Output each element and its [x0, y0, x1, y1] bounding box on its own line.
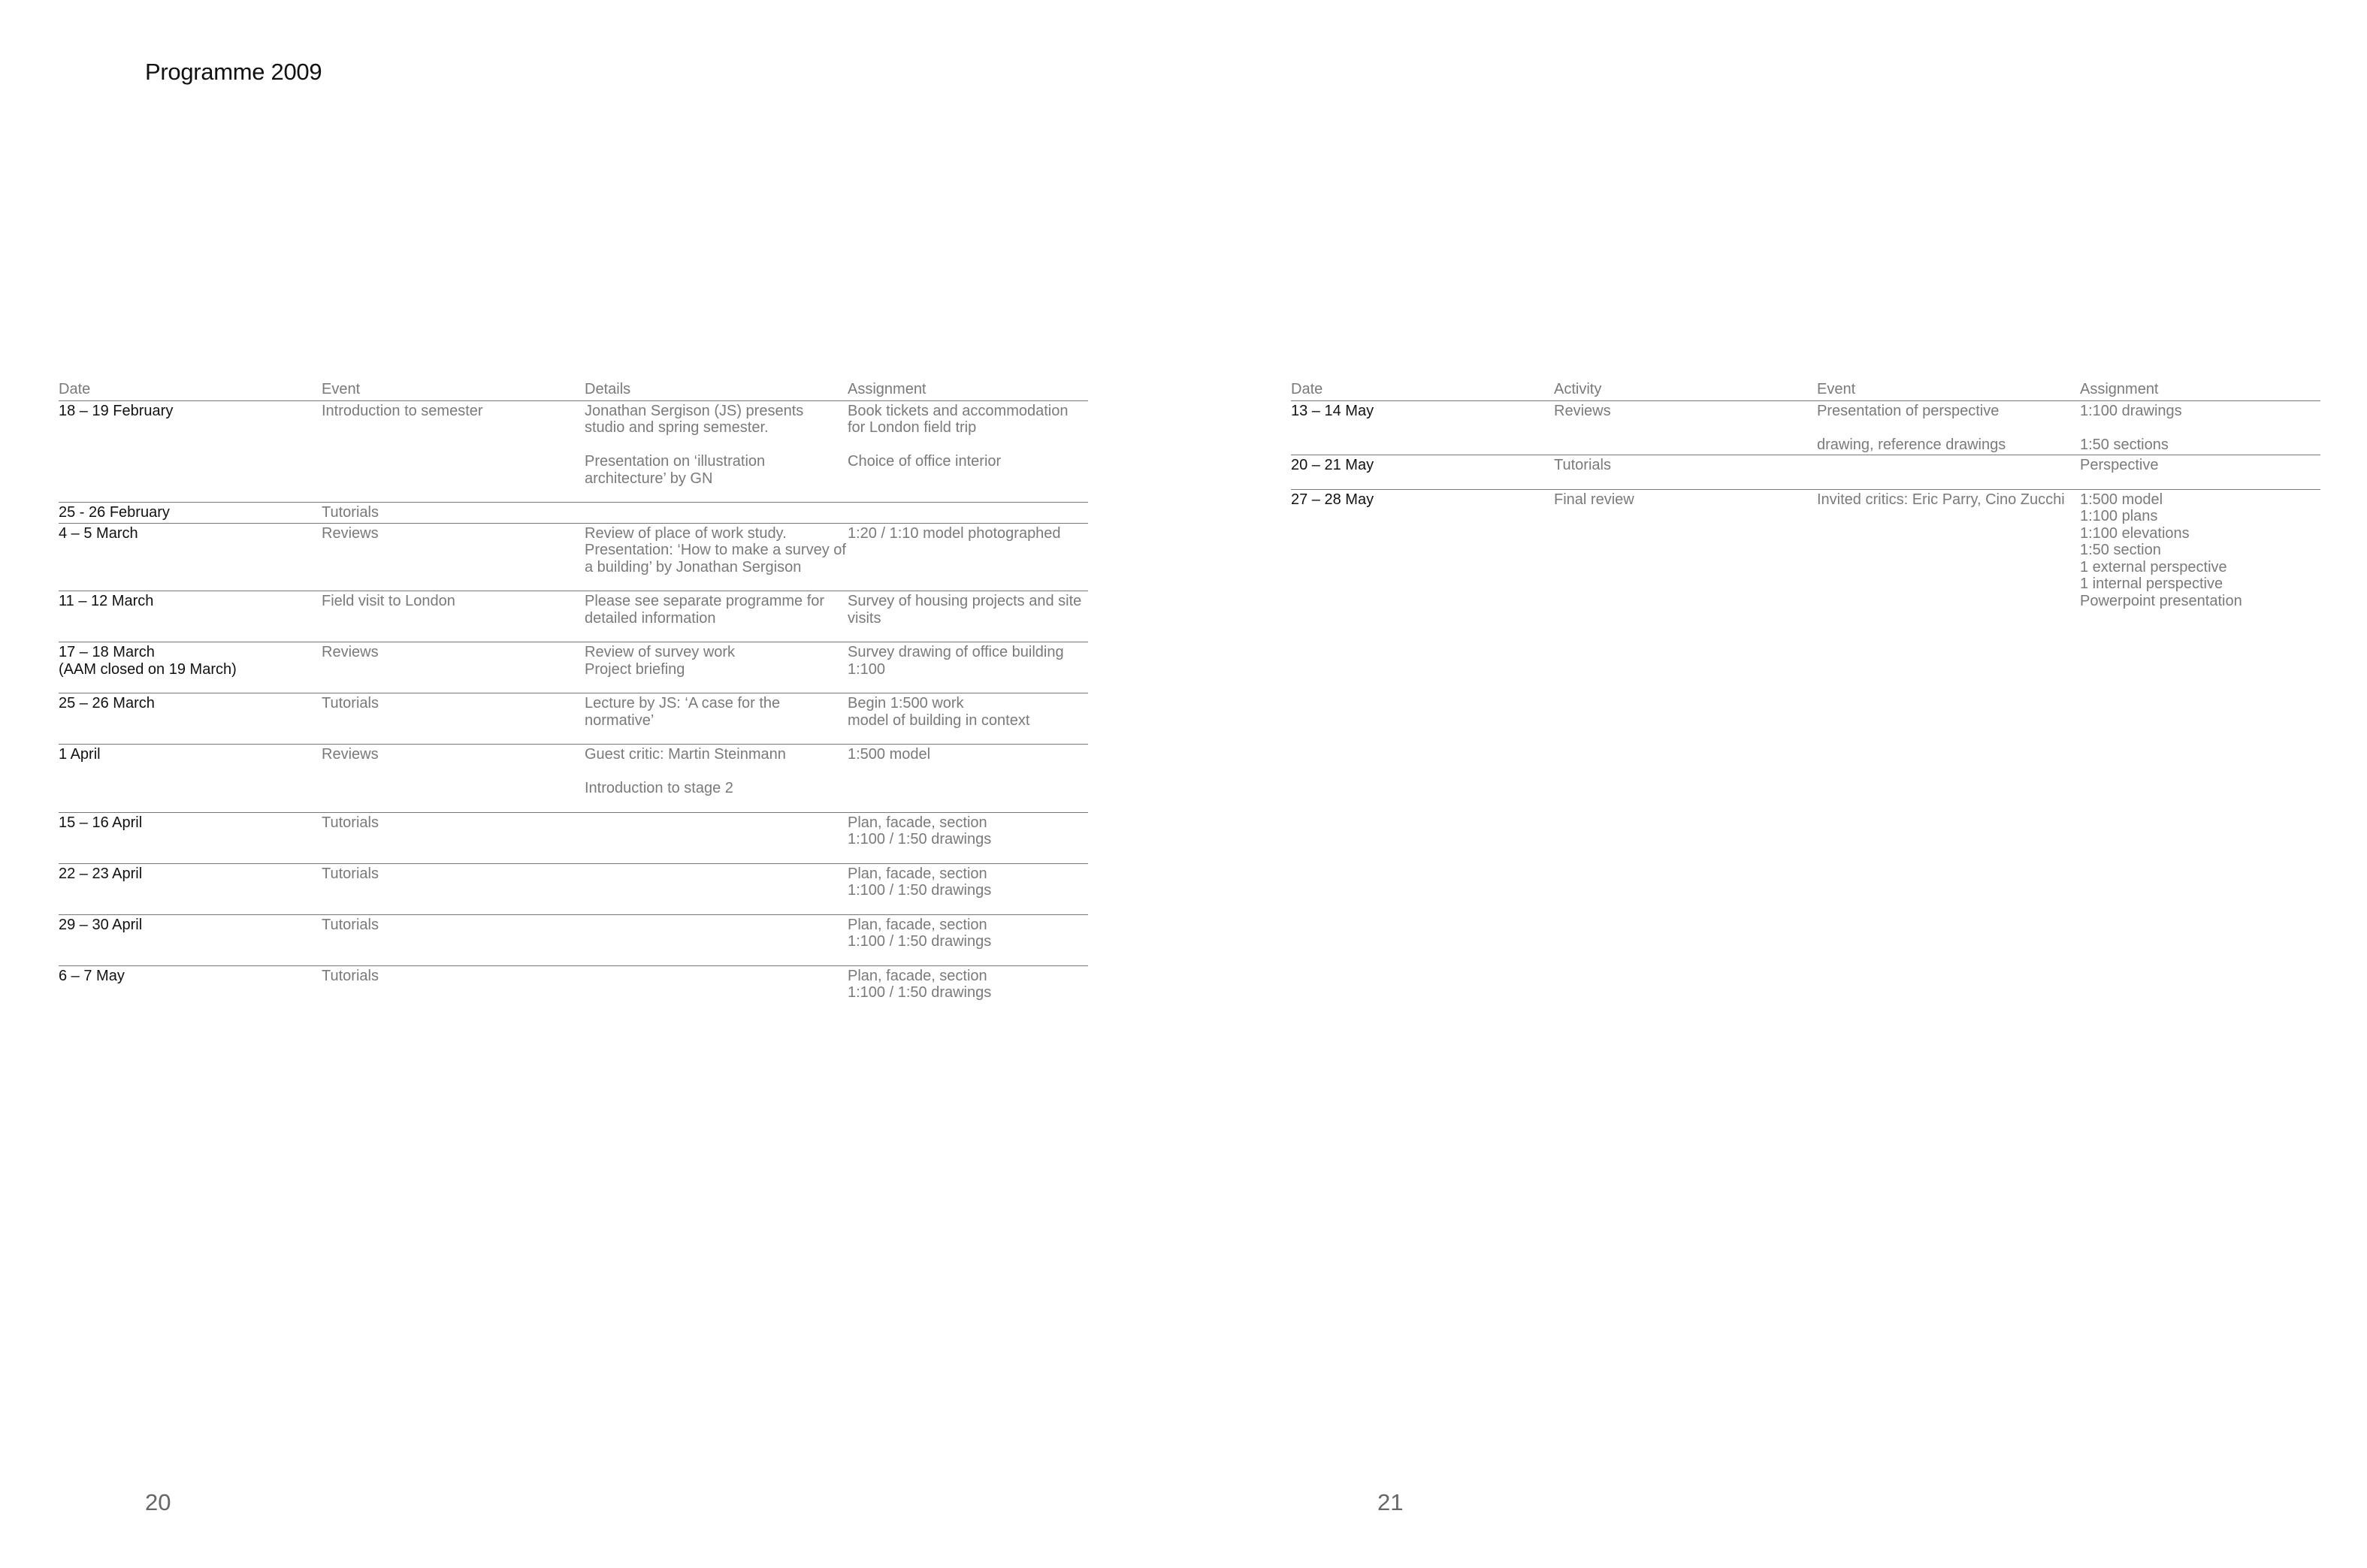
- details-cell: Please see separate programme for detailed information: [585, 591, 848, 642]
- date-cell: 17 – 18 March (AAM closed on 19 March): [59, 642, 322, 693]
- table-header-row: [59, 379, 1088, 400]
- assignment-cell: 1:20 / 1:10 model photographed: [848, 523, 1088, 591]
- table-row: [59, 693, 1088, 745]
- details-cell: [585, 914, 848, 965]
- details-cell: [585, 965, 848, 1017]
- date-cell: 22 – 23 April: [59, 863, 322, 914]
- table-header-row: [1291, 379, 2320, 400]
- event-cell: Tutorials: [322, 863, 585, 914]
- activity-cell: Tutorials: [1554, 455, 1817, 490]
- schedule-table-right: [1291, 379, 2320, 624]
- page-title: Programme 2009: [145, 59, 322, 85]
- table-row: [59, 965, 1088, 1017]
- details-cell: [585, 863, 848, 914]
- table-row: [59, 914, 1088, 965]
- schedule-table-left: [59, 379, 1088, 1017]
- activity-cell: Final review: [1554, 491, 1634, 508]
- event-cell: Tutorials: [322, 967, 379, 984]
- event-cell: Field visit to London: [322, 591, 585, 642]
- event-cell: Tutorials: [322, 693, 585, 745]
- event-cell: Reviews: [322, 642, 585, 693]
- date-cell: 25 – 26 March: [59, 693, 322, 745]
- event-cell: Presentation of perspective drawing, reference drawings: [1817, 400, 2080, 455]
- assignment-cell: Book tickets and accommodation for London field trip Choice of office interior: [848, 400, 1088, 503]
- date-cell: 11 – 12 March: [59, 591, 322, 642]
- page-number: 21: [1377, 1489, 1404, 1515]
- table-row: [59, 503, 1088, 524]
- assignment-cell: Begin 1:500 work model of building in context: [848, 693, 1088, 745]
- details-cell: Jonathan Sergison (JS) presents studio and spring semester. Presentation on ‘illustration architecture’ by GN: [585, 400, 848, 503]
- event-cell: Tutorials: [322, 812, 585, 863]
- column-header-event: Event: [322, 379, 585, 400]
- date-cell: 29 – 30 April: [59, 914, 322, 965]
- details-cell: [585, 812, 848, 863]
- date-cell: 20 – 21 May: [1291, 455, 1554, 490]
- details-cell: Review of survey work Project briefing: [585, 642, 848, 693]
- date-cell: 15 – 16 April: [59, 812, 322, 863]
- table-row: [59, 642, 1088, 693]
- event-cell: Tutorials: [322, 914, 585, 965]
- date-cell: 6 – 7 May: [59, 967, 125, 984]
- assignment-cell: Survey drawing of office building 1:100: [848, 642, 1088, 693]
- table-row: [59, 812, 1088, 863]
- event-cell: Reviews: [322, 745, 585, 813]
- date-cell: 27 – 28 May: [1291, 491, 1374, 508]
- table-row: [59, 745, 1088, 813]
- event-cell: Introduction to semester: [322, 400, 585, 503]
- column-header-assignment: Assignment: [848, 379, 1088, 400]
- assignment-cell: 1:500 model 1:100 plans 1:100 elevations 1:50 section 1 external perspective 1 internal perspective Powerpoint presentation: [2080, 491, 2242, 609]
- event-cell: Tutorials: [322, 503, 585, 524]
- column-header-activity: Activity: [1554, 379, 1817, 400]
- column-header-assignment: Assignment: [2080, 379, 2320, 400]
- activity-cell: Reviews: [1554, 400, 1817, 455]
- details-cell: Guest critic: Martin Steinmann Introduction to stage 2: [585, 745, 848, 813]
- date-cell: 25 - 26 February: [59, 503, 322, 524]
- event-cell: Invited critics: Eric Parry, Cino Zucchi: [1817, 491, 2065, 508]
- column-header-date: Date: [59, 379, 322, 400]
- table-row: [1291, 489, 2320, 624]
- assignment-cell: 1:500 model: [848, 745, 1088, 813]
- assignment-cell: [848, 503, 1088, 524]
- table-row: [59, 523, 1088, 591]
- table-row: [59, 863, 1088, 914]
- assignment-cell: Survey of housing projects and site visits: [848, 591, 1088, 642]
- table-row: [1291, 400, 2320, 455]
- column-header-details: Details: [585, 379, 848, 400]
- details-cell: Review of place of work study. Presentation: ‘How to make a survey of a building’ by Jonathan Sergison: [585, 523, 848, 591]
- event-cell: Reviews: [322, 523, 585, 591]
- assignment-cell: Plan, facade, section 1:100 / 1:50 drawings: [848, 812, 1088, 863]
- assignment-cell: Plan, facade, section 1:100 / 1:50 drawings: [848, 863, 1088, 914]
- assignment-cell: 1:100 drawings 1:50 sections: [2080, 400, 2320, 455]
- page-number: 20: [145, 1489, 171, 1515]
- right-page: [1184, 0, 2367, 1568]
- date-cell: 18 – 19 February: [59, 400, 322, 503]
- assignment-cell: Plan, facade, section 1:100 / 1:50 drawings: [848, 914, 1088, 965]
- column-header-event: Event: [1817, 379, 2080, 400]
- assignment-cell: Plan, facade, section 1:100 / 1:50 drawings: [848, 967, 992, 1001]
- column-header-date: Date: [1291, 379, 1554, 400]
- table-row: [1291, 455, 2320, 490]
- event-cell: [1817, 455, 2080, 490]
- details-cell: Lecture by JS: ‘A case for the normative’: [585, 693, 848, 745]
- date-cell: 13 – 14 May: [1291, 400, 1554, 455]
- assignment-cell: Perspective: [2080, 455, 2320, 490]
- table-row: [59, 591, 1088, 642]
- date-cell: 1 April: [59, 745, 322, 813]
- date-cell: 4 – 5 March: [59, 523, 322, 591]
- table-row: [59, 400, 1088, 503]
- details-cell: [585, 503, 848, 524]
